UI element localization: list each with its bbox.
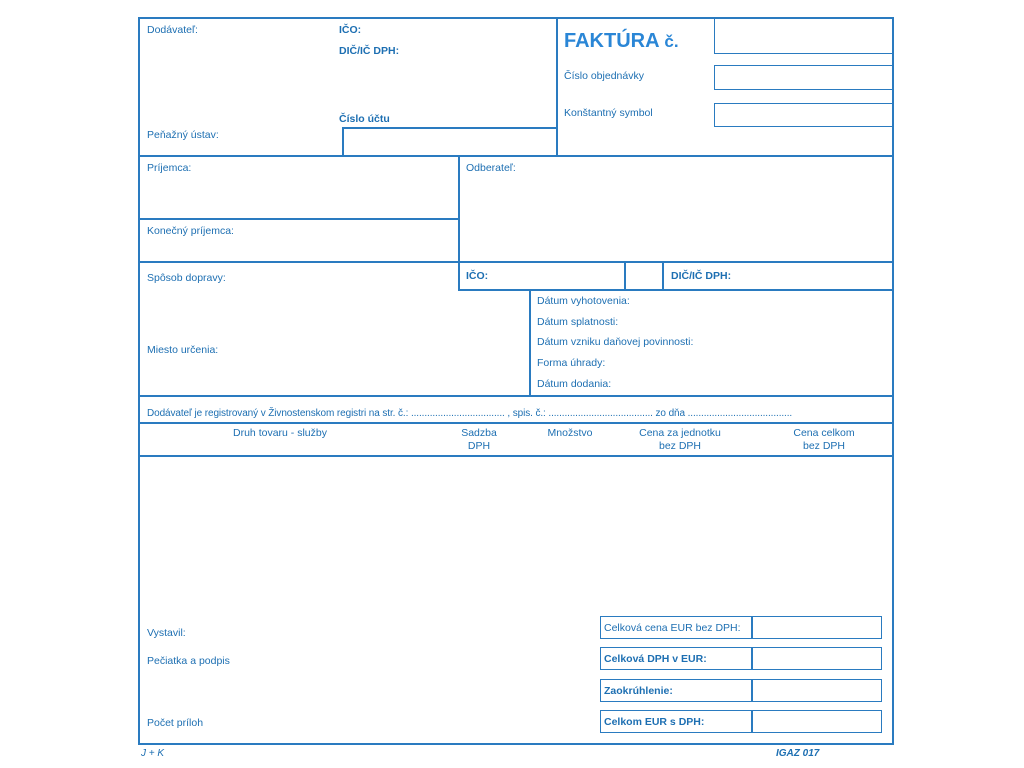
transport-label: Spôsob dopravy: bbox=[147, 272, 226, 284]
divider bbox=[556, 17, 558, 156]
divider bbox=[138, 155, 894, 157]
divider bbox=[138, 395, 894, 397]
invoice-title bbox=[564, 30, 679, 53]
tax-date-label: Dátum vzniku daňovej povinnosti: bbox=[537, 336, 694, 348]
supplier-ico-label: IČO: bbox=[339, 24, 362, 36]
destination-label: Miesto určenia: bbox=[147, 344, 219, 356]
constant-symbol-label: Konštantný symbol bbox=[564, 107, 653, 119]
divider bbox=[342, 127, 344, 156]
registry-statement: Dodávateľ je registrovaný v Živnostenskom registri na str. č.: ................................... , spis. č.: ....................................... zo dňa ....................................... bbox=[147, 408, 793, 419]
divider bbox=[624, 261, 626, 290]
divider bbox=[138, 455, 894, 457]
issue-date-label: Dátum vyhotovenia: bbox=[537, 295, 630, 307]
gross-total-label: Celkom EUR s DPH: bbox=[604, 716, 705, 728]
divider bbox=[662, 261, 664, 290]
due-date-label: Dátum splatnosti: bbox=[537, 316, 619, 328]
recipient-label: Príjemca: bbox=[147, 162, 192, 174]
supplier-label: Dodávateľ: bbox=[147, 24, 198, 36]
divider bbox=[529, 289, 531, 396]
bank-label: Peňažný ústav: bbox=[147, 129, 219, 141]
total-header-2: bez DPH bbox=[802, 440, 845, 452]
attachments-label: Počet príloh bbox=[147, 717, 204, 729]
divider bbox=[458, 155, 460, 290]
supplier-dic-label: DIČ/IČ DPH: bbox=[339, 45, 400, 57]
customer-label: Odberateľ: bbox=[466, 162, 516, 174]
divider bbox=[458, 289, 894, 291]
vat-rate-header-1: Sadzba bbox=[461, 427, 497, 439]
divider bbox=[751, 616, 753, 639]
order-number-field[interactable] bbox=[714, 65, 893, 90]
divider bbox=[751, 647, 753, 670]
divider bbox=[751, 710, 753, 733]
quantity-header: Množstvo bbox=[547, 427, 593, 439]
payment-form-label: Forma úhrady: bbox=[537, 357, 606, 369]
form-code: IGAZ 017 bbox=[776, 748, 820, 759]
issued-by-label: Vystavil: bbox=[147, 627, 186, 639]
stamp-signature-label: Pečiatka a podpis bbox=[147, 655, 230, 667]
unit-price-header-2: bez DPH bbox=[658, 440, 701, 452]
invoice-number-field[interactable] bbox=[714, 18, 893, 54]
order-number-label: Číslo objednávky bbox=[564, 70, 644, 82]
divider bbox=[342, 127, 557, 129]
final-recipient-label: Konečný príjemca: bbox=[147, 225, 234, 237]
divider bbox=[138, 422, 894, 424]
divider bbox=[458, 261, 894, 263]
delivery-date-label: Dátum dodania: bbox=[537, 378, 612, 390]
publisher-mark: J + K bbox=[141, 748, 165, 759]
divider bbox=[751, 679, 753, 702]
rounding-label: Zaokrúhlenie: bbox=[604, 685, 673, 697]
account-number-label: Číslo účtu bbox=[339, 113, 390, 125]
unit-price-header-1: Cena za jednotku bbox=[639, 427, 721, 439]
divider bbox=[138, 261, 459, 263]
invoice-title-no: č. bbox=[664, 32, 679, 51]
divider bbox=[138, 218, 459, 220]
vat-rate-header-2: DPH bbox=[467, 440, 491, 452]
customer-ico-label: IČO: bbox=[466, 270, 489, 282]
goods-column-header: Druh tovaru - služby bbox=[233, 427, 327, 439]
total-header-1: Cena celkom bbox=[793, 427, 855, 439]
vat-total-label: Celková DPH v EUR: bbox=[604, 653, 707, 665]
invoice-title-text: FAKTÚRA bbox=[564, 30, 659, 52]
net-total-label: Celková cena EUR bez DPH: bbox=[604, 622, 741, 634]
constant-symbol-field[interactable] bbox=[714, 103, 893, 127]
customer-dic-label: DIČ/IČ DPH: bbox=[671, 270, 732, 282]
